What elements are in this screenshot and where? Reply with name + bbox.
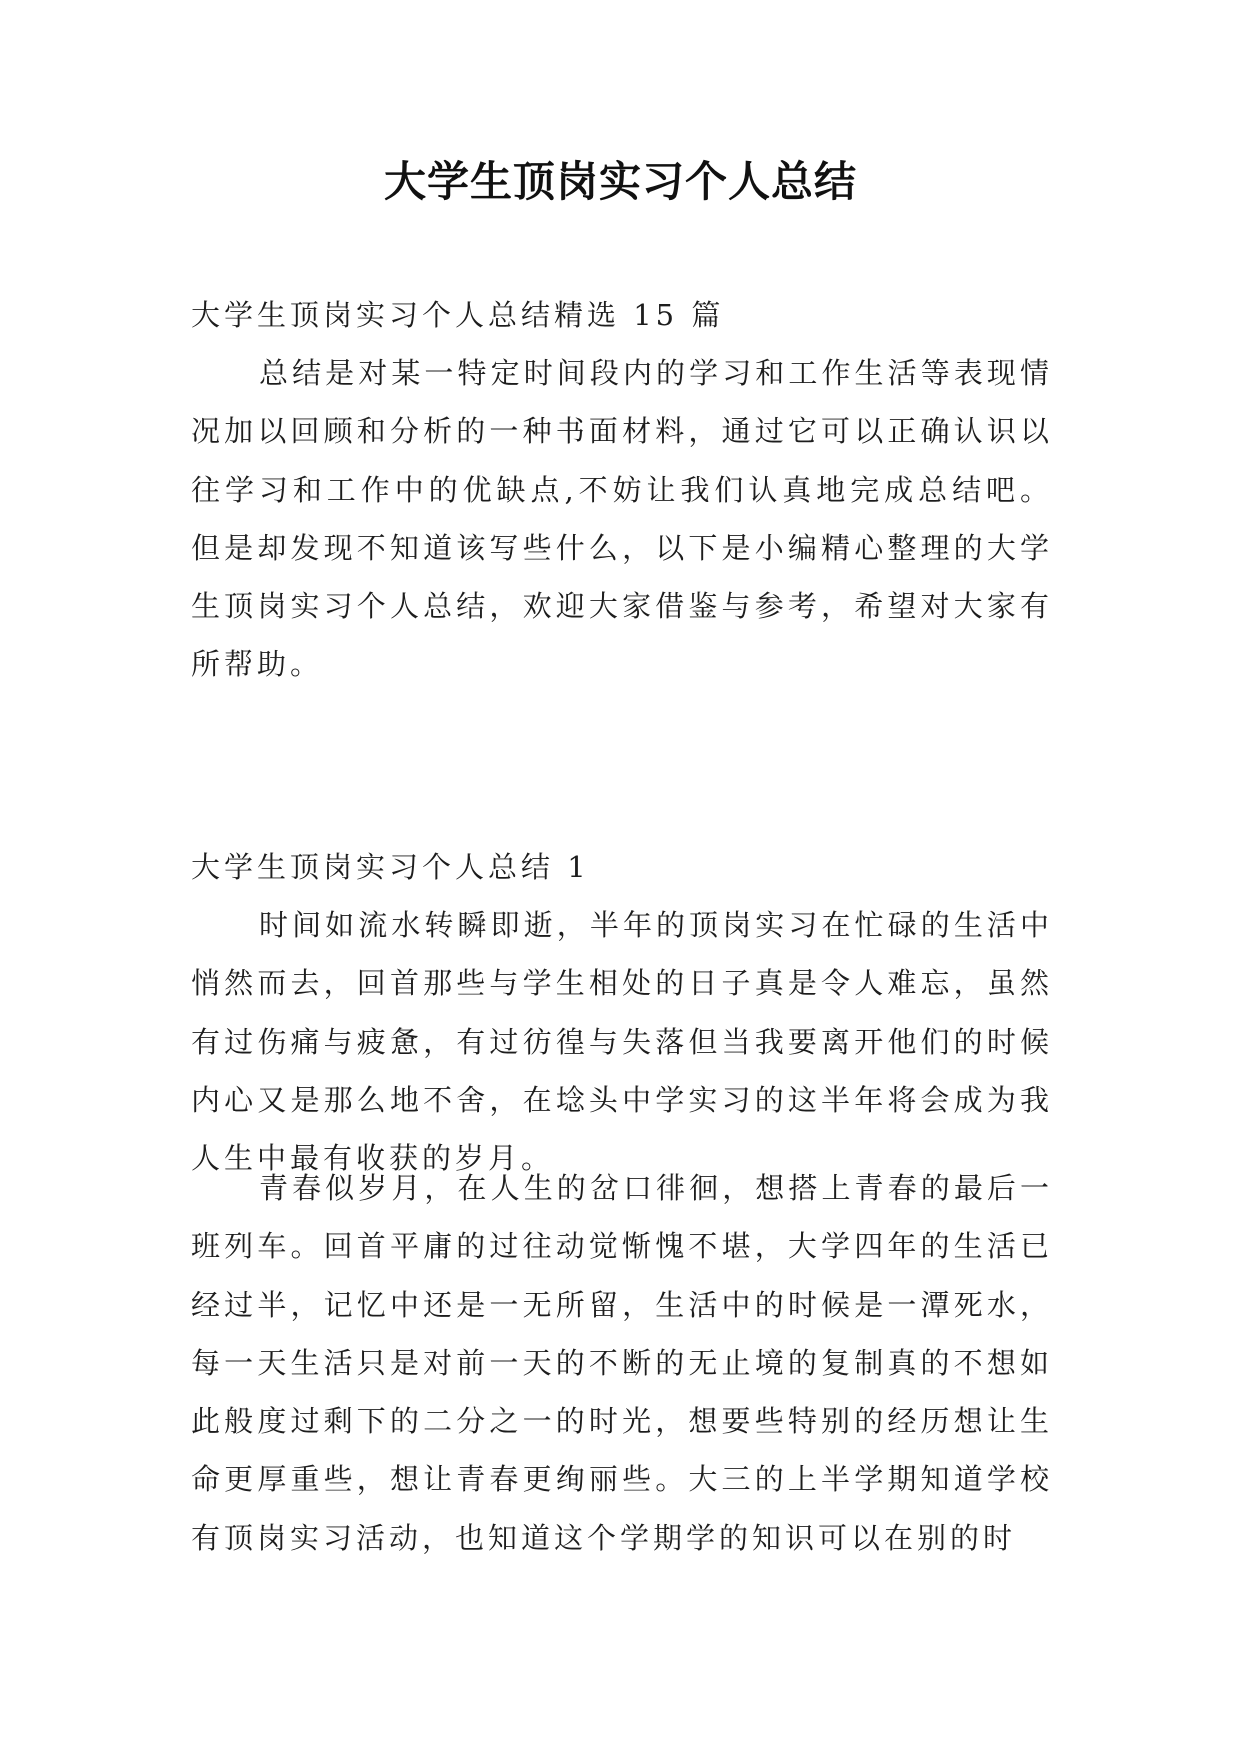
document-subtitle: 大学生顶岗实习个人总结精选 15 篇: [191, 298, 725, 332]
section-paragraph: 青春似岁月，在人生的岔口徘徊，想搭上青春的最后一班列车。回首平庸的过往动觉惭愧不堪，大学四年的生活已经过半，记忆中还是一无所留，生活中的时候是一潭死水，每一天生活只是对前一天的不断的无止境的复制真的不想如此般度过剩下的二分之一的时光，想要些特别的经历想让生命更厚重些，想让青春更绚丽些。大三的上半学期知道学校有顶岗实习活动，也知道这个学期学的知识可以在别的时: [191, 1171, 1053, 1555]
document-title: 大学生顶岗实习个人总结: [383, 157, 857, 206]
intro-paragraph: 总结是对某一特定时间段内的学习和工作生活等表现情况加以回顾和分析的一种书面材料，通过它可以正确认识以往学习和工作中的优缺点,不妨让我们认真地完成总结吧。但是却发现不知道该写些什么，以下是小编精心整理的大学生顶岗实习个人总结，欢迎大家借鉴与参考，希望对大家有所帮助。: [191, 356, 1053, 682]
section-heading: 大学生顶岗实习个人总结 1: [191, 850, 590, 884]
section-paragraph: 时间如流水转瞬即逝，半年的顶岗实习在忙碌的生活中悄然而去，回首那些与学生相处的日子真是令人难忘，虽然有过伤痛与疲惫，有过彷徨与失落但当我要离开他们的时候内心又是那么地不舍，在埝头中学实习的这半年将会成为我人生中最有收获的岁月。: [191, 908, 1053, 1176]
